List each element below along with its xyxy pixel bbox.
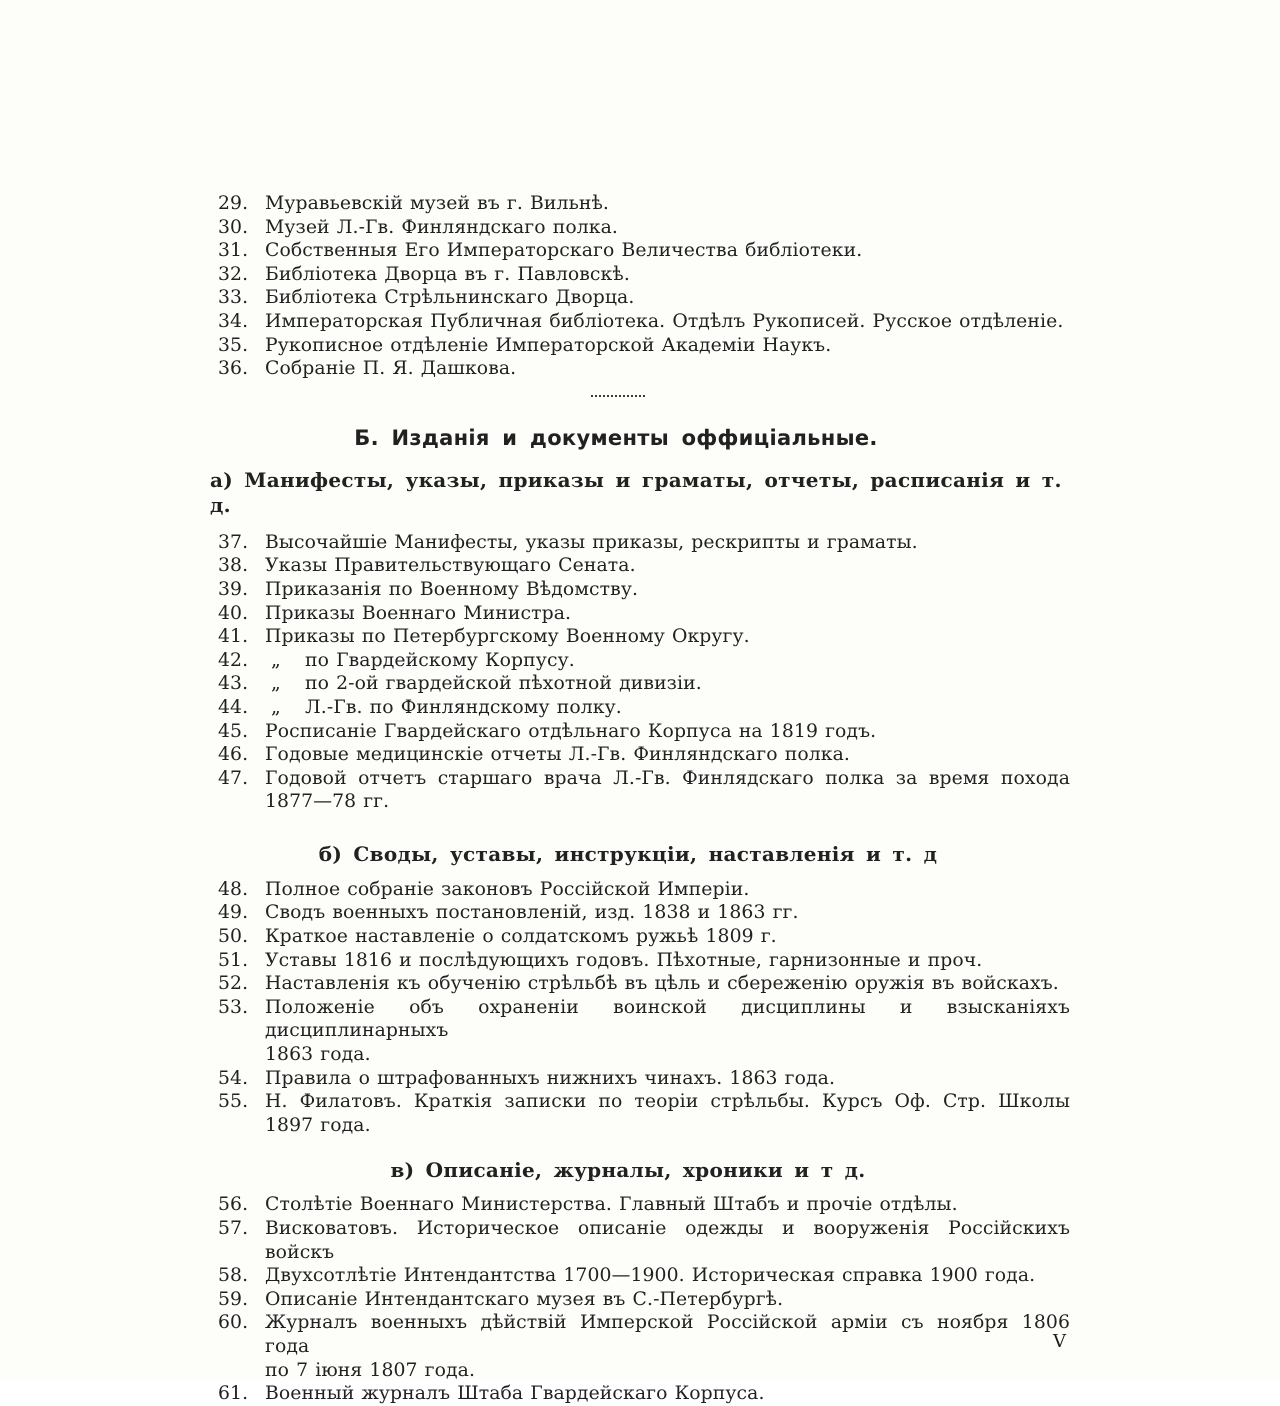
item-number: 30. — [218, 216, 249, 238]
list-item — [210, 743, 1070, 767]
item-number: 34. — [218, 310, 249, 332]
subsection-heading: б) Своды, уставы, инструкціи, наставленія и т. д — [318, 841, 938, 866]
item-first-line — [218, 1311, 1070, 1358]
list-item — [210, 878, 1070, 902]
item-text: Л.-Гв. по Финляндскому полку. — [305, 696, 622, 718]
item-text: Правила о штрафованныхъ нижнихъ чинахъ. 1863 года. — [265, 1067, 836, 1089]
item-text: Собраніе П. Я. Дашкова. — [265, 358, 517, 380]
item-text: Наставленія къ обученію стрѣльбѣ въ цѣль и сбереженію оружія въ войскахъ. — [265, 973, 1059, 995]
item-text: Краткое наставленіе о солдатскомъ ружьѣ 1809 г. — [265, 926, 777, 948]
list-item — [210, 696, 1070, 720]
item-text: Годовой отчетъ старшаго врача Л.-Гв. Финлядскаго полка за время похода — [265, 767, 1070, 789]
item-number: 44. — [218, 696, 249, 718]
item-continuation-line: 1897 года. — [265, 1114, 371, 1136]
item-first-line — [218, 767, 1070, 791]
item-text: по 2-ой гвардейской пѣхотной дивизіи. — [305, 673, 702, 695]
item-text: Положеніе объ охраненіи воинской дисциплины и взысканіяхъ дисциплинарныхъ — [265, 996, 1070, 1042]
item-text: по Гвардейскому Корпусу. — [305, 649, 575, 671]
item-text: Высочайшіе Манифесты, указы приказы, рескрипты и граматы. — [265, 531, 918, 553]
item-number: 60. — [218, 1312, 249, 1334]
item-text: Уставы 1816 и послѣдующихъ годовъ. Пѣхотные, гарнизонные и проч. — [265, 949, 983, 971]
list-item — [210, 996, 1070, 1067]
item-list — [210, 192, 1070, 381]
subsection-heading: а) Манифесты, указы, приказы и граматы, отчеты, расписанія и т. д. — [210, 467, 1062, 517]
item-number: 35. — [218, 334, 249, 356]
item-text: Полное собраніе законовъ Россійской Имперіи. — [265, 878, 750, 900]
item-first-line — [218, 996, 1070, 1043]
item-text: Указы Правительствующаго Сената. — [265, 555, 636, 577]
item-continuation-line: по 7 іюня 1807 года. — [265, 1359, 476, 1381]
list-item — [210, 720, 1070, 744]
list-item — [210, 310, 1070, 334]
item-text: Библіотека Стрѣльнинскаго Дворца. — [265, 287, 635, 309]
item-text: Императорская Публичная библіотека. Отдѣлъ Рукописей. Русское отдѣленіе. — [265, 310, 1064, 332]
page-content — [210, 0, 1070, 1406]
item-text: Столѣтіе Военнаго Министерства. Главный Штабъ и прочіе отдѣлы. — [265, 1194, 958, 1216]
item-number: 48. — [218, 878, 249, 900]
item-number: 37. — [218, 531, 249, 553]
list-item — [210, 925, 1070, 949]
item-text: Н. Филатовъ. Краткія записки по теоріи стрѣльбы. Курсъ Оф. Стр. Школы — [265, 1091, 1070, 1113]
page-number: V — [1053, 1331, 1066, 1352]
list-item — [210, 1217, 1070, 1264]
item-list — [210, 1193, 1070, 1405]
subsection-heading: в) Описаніе, журналы, хроники и т д. — [390, 1158, 866, 1183]
section-divider-icon — [591, 395, 645, 397]
item-number: 31. — [218, 240, 249, 262]
list-item — [210, 357, 1070, 381]
list-item — [210, 192, 1070, 216]
item-number: 40. — [218, 602, 249, 624]
item-number: 59. — [218, 1288, 249, 1310]
item-text: Описаніе Интендантскаго музея въ С.-Петербургѣ. — [265, 1288, 784, 1310]
list-item — [210, 1311, 1070, 1382]
list-item — [210, 263, 1070, 287]
list-item — [210, 901, 1070, 925]
item-number: 29. — [218, 193, 249, 214]
list-item — [210, 672, 1070, 696]
item-number: 38. — [218, 555, 249, 577]
item-number: 42. — [218, 649, 249, 671]
item-number: 58. — [218, 1265, 249, 1287]
item-text: Журналъ военныхъ дѣйствій Имперской Россійской арміи съ ноября 1806 года — [265, 1312, 1070, 1357]
item-continuation-line: 1877—78 гг. — [265, 791, 390, 813]
ditto-mark: „ — [271, 673, 281, 695]
list-item — [210, 286, 1070, 310]
list-item — [210, 578, 1070, 602]
item-continuation-line: 1863 года. — [265, 1044, 371, 1066]
item-number: 39. — [218, 578, 249, 600]
item-number: 57. — [218, 1218, 249, 1239]
item-text: Приказанія по Военному Вѣдомству. — [265, 578, 639, 600]
item-number: 61. — [218, 1383, 249, 1405]
section-heading: Б. Изданія и документы оффиціальные. — [354, 425, 878, 450]
list-item — [210, 1264, 1070, 1288]
list-item — [210, 625, 1070, 649]
list-item — [210, 1193, 1070, 1217]
item-text: Муравьевскій музей въ г. Вильнѣ. — [265, 193, 610, 214]
item-number: 32. — [218, 263, 249, 285]
item-number: 52. — [218, 973, 249, 995]
list-item — [210, 239, 1070, 263]
item-number: 33. — [218, 287, 249, 309]
list-item — [210, 1090, 1070, 1137]
item-number: 56. — [218, 1194, 249, 1216]
item-number: 46. — [218, 744, 249, 766]
list-item — [210, 216, 1070, 240]
item-first-line — [218, 1090, 1070, 1114]
item-text: Годовые медицинскіе отчеты Л.-Гв. Финляндскаго полка. — [265, 744, 850, 766]
item-text: Собственныя Его Императорскаго Величества библіотеки. — [265, 240, 863, 262]
ditto-mark: „ — [271, 649, 281, 671]
item-number: 50. — [218, 926, 249, 948]
item-number: 53. — [218, 996, 249, 1018]
item-text: Двухсотлѣтіе Интендантства 1700—1900. Историческая справка 1900 года. — [265, 1265, 1036, 1287]
item-text: Библіотека Дворца въ г. Павловскѣ. — [265, 263, 630, 285]
list-item — [210, 1067, 1070, 1091]
item-list — [210, 531, 1070, 814]
item-number: 45. — [218, 720, 249, 742]
list-item — [210, 602, 1070, 626]
item-text: Приказы по Петербургскому Военному Округу. — [265, 626, 750, 648]
list-item — [210, 949, 1070, 973]
item-number: 55. — [218, 1091, 249, 1113]
list-item — [210, 649, 1070, 673]
item-text: Росписаніе Гвардейскаго отдѣльнаго Корпуса на 1819 годъ. — [265, 720, 877, 742]
item-text: Приказы Военнаго Министра. — [265, 602, 572, 624]
item-number: 47. — [218, 767, 249, 789]
item-list — [210, 878, 1070, 1138]
item-number: 43. — [218, 673, 249, 695]
list-item — [210, 1288, 1070, 1312]
ditto-mark: „ — [271, 696, 281, 718]
list-item — [210, 554, 1070, 578]
list-item — [210, 334, 1070, 358]
item-text: Рукописное отдѣленіе Императорской Академіи Наукъ. — [265, 334, 832, 356]
list-item — [210, 531, 1070, 555]
item-number: 51. — [218, 949, 249, 971]
item-number: 54. — [218, 1067, 249, 1089]
list-item — [210, 1382, 1070, 1406]
list-item — [210, 767, 1070, 814]
item-text: Сводъ военныхъ постановленій, изд. 1838 и 1863 гг. — [265, 902, 799, 924]
list-item — [210, 972, 1070, 996]
item-number: 36. — [218, 358, 249, 380]
item-text: Военный журналъ Штаба Гвардейскаго Корпуса. — [265, 1383, 765, 1405]
item-number: 41. — [218, 626, 249, 648]
item-text: Висковатовъ. Историческое описаніе одежды и вооруженія Россійскихъ войскъ — [265, 1218, 1070, 1263]
item-number: 49. — [218, 902, 249, 924]
item-text: Музей Л.-Гв. Финляндскаго полка. — [265, 216, 618, 238]
